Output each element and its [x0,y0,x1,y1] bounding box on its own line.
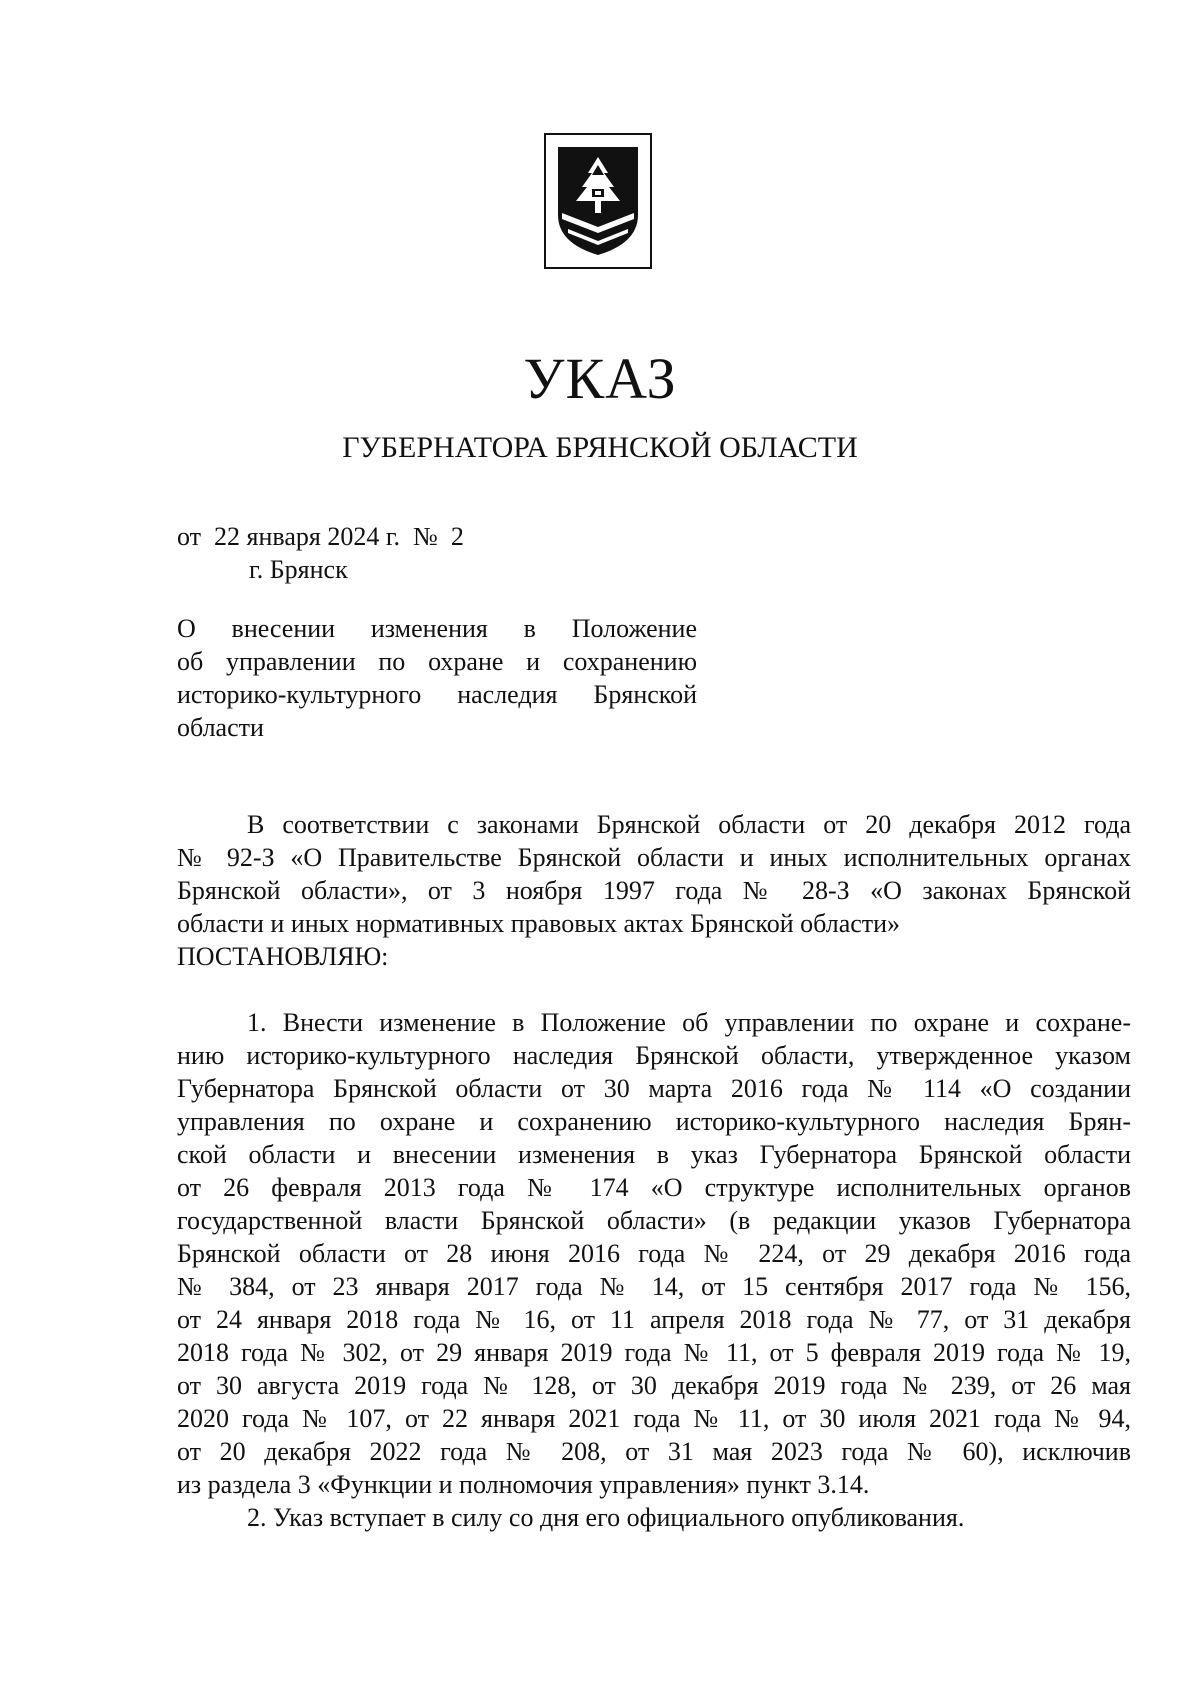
coat-of-arms-frame [544,133,652,269]
item-1-line: от 30 августа 2019 года № 128, от 30 декабря 2019 года № 239, от 26 мая [177,1371,1131,1400]
item-1-line: нию историко-культурного наследия Брянской области, утвержденное указом [177,1041,1131,1070]
item-1-line: ской области и внесении изменения в указ Губернатора Брянской области [177,1140,1131,1169]
preamble-line: области и иных нормативных правовых актах Брянской области» [177,909,901,938]
subject-line: области [177,713,264,742]
item-1-line: от 20 декабря 2022 года № 208, от 31 мая 2023 года № 60), исключив [177,1437,1131,1466]
document-title: УКАЗ [523,346,677,411]
decree-keyword: ПОСТАНОВЛЯЮ: [177,942,389,971]
item-1-line: 2020 года № 107, от 22 января 2021 года № 11, от 30 июля 2021 года № 94, [177,1404,1131,1433]
preamble-line: В соответствии с законами Брянской области от 20 декабря 2012 года [247,810,1131,839]
item-1-line: из раздела 3 «Функции и полномочия управления» пункт 3.14. [177,1470,870,1499]
item-1-line: от 24 января 2018 года № 16, от 11 апреля 2018 года № 77, от 31 декабря [177,1305,1131,1334]
preamble-line: Брянской области», от 3 ноября 1997 года № 28-З «О законах Брянской [177,876,1131,905]
document-body [177,808,1131,1534]
item-2-line: 2. Указ вступает в силу со дня его официального опубликования. [247,1503,965,1532]
subject-line: историко-культурного наследия Брянской [177,680,697,709]
document-subtitle: ГУБЕРНАТОРА БРЯНСКОЙ ОБЛАСТИ [342,431,858,464]
item-1-line: № 384, от 23 января 2017 года № 14, от 15 сентября 2017 года № 156, [177,1272,1131,1301]
bryansk-coat-of-arms-icon [554,143,642,259]
city: г. Брянск [249,555,348,584]
item-1-line: 2018 года № 302, от 29 января 2019 года № 11, от 5 февраля 2019 года № 19, [177,1338,1131,1367]
item-1-line: Брянской области от 28 июня 2016 года № 224, от 29 декабря 2016 года [177,1239,1131,1268]
date-and-number: от 22 января 2024 г. № 2 [177,522,464,551]
subject-line: О внесении изменения в Положение [177,614,697,643]
preamble-line: № 92-З «О Правительстве Брянской области и иных исполнительных органах [177,843,1131,872]
item-1-line: управления по охране и сохранению историко-культурного наследия Брян- [177,1107,1131,1136]
subject-line: об управлении по охране и сохранению [177,647,697,676]
item-1-line: 1. Внести изменение в Положение об управлении по охране и сохране- [247,1008,1131,1037]
item-1-line: от 26 февраля 2013 года № 174 «О структуре исполнительных органов [177,1173,1131,1202]
item-1-line: Губернатора Брянской области от 30 марта 2016 года № 114 «О создании [177,1074,1131,1103]
document-subject [177,612,697,744]
item-1-line: государственной власти Брянской области» (в редакции указов Губернатора [177,1206,1131,1235]
